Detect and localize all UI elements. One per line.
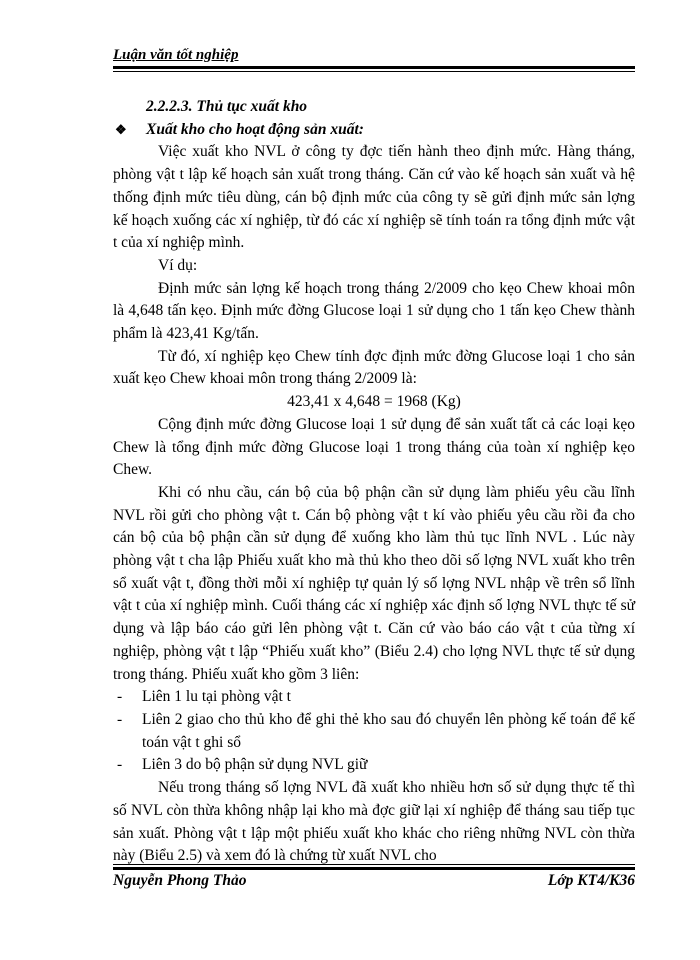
dash-bullet: -: [117, 710, 123, 728]
section-heading: 2.2.2.3. Thủ tục xuất kho: [146, 98, 308, 115]
header-rule-thick: [113, 66, 635, 69]
formula: 423,41 x 4,648 = 1968 (Kg): [287, 393, 461, 411]
paragraph-1: Việc xuất kho NVL ở công ty đợc tiến hành theo định mức. Hàng tháng, phòng vật t lập kế hoạch sản xuất trong tháng. Căn cứ vào kế hoạch sản xuất và hệ thống định mức tiêu dùng, cán bộ định mức của công ty sẽ gửi định mức sản lợng kế hoạch xuống các xí nghiệp, từ đó các xí nghiệp sẽ tính toán ra tổng định mức vật t của xí nghiệp mình.: [113, 143, 635, 252]
paragraph-3: Định mức sản lợng kế hoạch trong tháng 2/2009 cho kẹo Chew khoai môn là 4,648 tấn kẹo. Định mức đờng Glucose loại 1 sử dụng cho 1 tấn kẹo Chew thành phẩm là 423,41 Kg/tấn.: [113, 279, 635, 343]
footer-rule-thin: [113, 864, 635, 865]
paragraph-4: Từ đó, xí nghiệp kẹo Chew tính đợc định mức đờng Glucose loại 1 cho sản xuất kẹo Chew khoai môn trong tháng 2/2009 là:: [113, 347, 635, 388]
header-rule-thin: [113, 71, 635, 72]
paragraph-7: Nếu trong tháng số lợng NVL đã xuất kho nhiều hơn số sử dụng thực tế thì số NVL còn thừa không nhập lại kho mà đợc giữ lại xí nghiệp để tháng sau tiếp tục sản xuất. Phòng vật t lập một phiếu xuất kho khác cho riêng những NVL còn thừa này (Biểu 2.5) và xem đó là chứng từ xuất NVL cho: [113, 779, 635, 865]
diamond-bullet-icon: ❖: [115, 121, 127, 137]
footer-class: Lớp KT4/K36: [547, 872, 635, 889]
list-item-text: Liên 1 lu tại phòng vật t: [142, 688, 291, 706]
list-item: [113, 686, 635, 709]
paragraph-6: Khi có nhu cầu, cán bộ của bộ phận cần sử dụng làm phiếu yêu cầu lĩnh NVL rồi gửi cho phòng vật t. Cán bộ phòng vật t kí vào phiếu yêu cầu rồi đa cho cán bộ của bộ phận cần sử dụng để xuống kho làm thủ tục lĩnh NVL . Lúc này phòng vật t cha lập Phiếu xuất kho mà thủ kho theo dõi số lợng NVL xuất kho trên sổ xuất vật t, đồng thời mỗi xí nghiệp tự quản lý số lợng NVL nhập về trên sổ lĩnh vật t của xí nghiệp mình. Cuối tháng các xí nghiệp xác định số lợng NVL thực tế sử dụng và lập báo cáo gửi lên phòng vật t. Căn cứ vào báo cáo vật t của từng xí nghiệp, phòng vật t lập “Phiếu xuất kho” (Biểu 2.4) cho lợng NVL thực tế sử dụng trong tháng. Phiếu xuất kho gồm 3 liên:: [113, 483, 635, 683]
subsection-title: Xuất kho cho hoạt động sản xuất:: [146, 120, 364, 138]
list-item: [113, 754, 635, 777]
subsection-heading: [113, 119, 635, 142]
dash-bullet: -: [117, 756, 123, 774]
dash-bullet: -: [117, 688, 123, 706]
footer-rule-thick: [113, 867, 635, 870]
document-body: [113, 96, 635, 868]
footer-author: Nguyễn Phong Thảo: [113, 872, 247, 889]
header-title: Luận văn tốt nghiệp: [113, 47, 239, 63]
list-item-text: Liên 3 do bộ phận sử dụng NVL giữ: [142, 756, 368, 774]
list-item: [113, 709, 635, 754]
paragraph-5: Cộng định mức đờng Glucose loại 1 sử dụng để sản xuất tất cả các loại kẹo Chew là tổng định mức đờng Glucose loại 1 trong tháng của toàn xí nghiệp kẹo Chew.: [113, 415, 635, 479]
paragraph-example: Ví dụ:: [158, 256, 198, 274]
list-item-text: Liên 2 giao cho thủ kho để ghi thẻ kho sau đó chuyển lên phòng kế toán để kế toán vật t ghi sổ: [142, 710, 635, 751]
